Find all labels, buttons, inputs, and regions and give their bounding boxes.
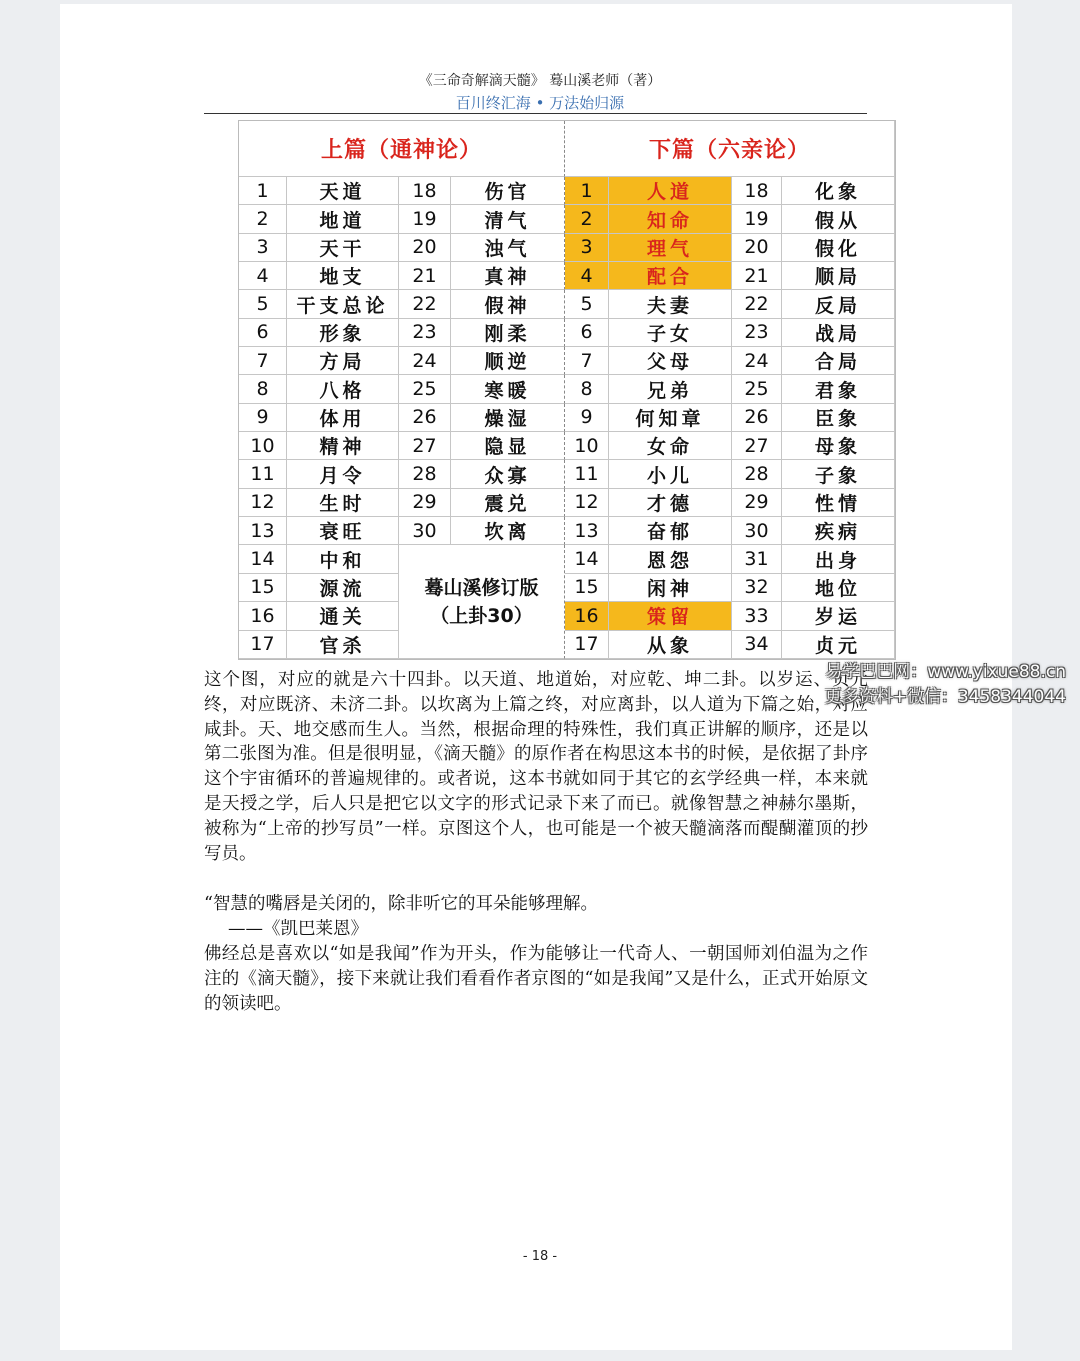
upper-chapter-col2: 燥湿	[451, 404, 565, 432]
lower-chapter-col1: 理气	[609, 234, 732, 262]
upper-number-col1: 10	[239, 432, 287, 460]
upper-chapter-col1: 生时	[287, 489, 399, 517]
lower-number-col2: 28	[732, 460, 782, 488]
quote-source: ——《凯巴莱恩》	[228, 919, 368, 939]
lower-number-col2: 30	[732, 517, 782, 545]
header-divider	[204, 113, 867, 114]
upper-chapter-col2: 真神	[451, 262, 565, 290]
lower-chapter-col2: 贞元	[782, 631, 895, 659]
upper-chapter-col1: 形象	[287, 319, 399, 347]
upper-number-col1: 4	[239, 262, 287, 290]
lower-number-col1: 5	[565, 290, 609, 318]
lower-chapter-col2: 假化	[782, 234, 895, 262]
upper-chapter-col2: 震兑	[451, 489, 565, 517]
upper-chapter-col2: 顺逆	[451, 347, 565, 375]
revision-line-2: （上卦30）	[430, 604, 533, 627]
lower-number-col1: 8	[565, 375, 609, 403]
lower-chapter-col2: 母象	[782, 432, 895, 460]
upper-number-col2: 29	[399, 489, 451, 517]
upper-number-col1: 17	[239, 631, 287, 659]
upper-chapter-col1: 天道	[287, 177, 399, 205]
lower-number-col2: 24	[732, 347, 782, 375]
upper-chapter-col2: 清气	[451, 205, 565, 233]
book-header-subtitle: 百川终汇海 • 万法始归源	[455, 94, 625, 112]
lower-number-col1: 13	[565, 517, 609, 545]
upper-number-col1: 14	[239, 545, 287, 573]
lower-number-col1: 11	[565, 460, 609, 488]
upper-chapter-col1: 通关	[287, 602, 399, 630]
lower-chapter-col2: 子象	[782, 460, 895, 488]
upper-number-col1: 8	[239, 375, 287, 403]
upper-number-col1: 15	[239, 574, 287, 602]
lower-chapter-col1: 何知章	[609, 404, 732, 432]
lower-number-col2: 29	[732, 489, 782, 517]
lower-number-col1: 3	[565, 234, 609, 262]
upper-number-col1: 6	[239, 319, 287, 347]
lower-chapter-col1: 配合	[609, 262, 732, 290]
lower-chapter-col2: 战局	[782, 319, 895, 347]
lower-chapter-col2: 疾病	[782, 517, 895, 545]
lower-chapter-col1: 闲神	[609, 574, 732, 602]
upper-number-col1: 16	[239, 602, 287, 630]
lower-number-col2: 18	[732, 177, 782, 205]
quote-text: “智慧的嘴唇是关闭的，除非听它的耳朵能够理解。	[204, 894, 598, 914]
lower-chapter-col2: 顺局	[782, 262, 895, 290]
lower-number-col2: 22	[732, 290, 782, 318]
watermark-line-2: 更多资料+微信：3458344044	[824, 687, 1066, 707]
body-paragraph-2: 佛经总是喜欢以“如是我闻”作为开头，作为能够让一代奇人、一朝国师刘伯温为之作注的《滴天髓》，接下来就让我们看看作者京图的“如是我闻”又是什么，正式开始原文的领读吧。	[204, 944, 868, 1014]
lower-chapter-col1: 人道	[609, 177, 732, 205]
lower-number-col1: 7	[565, 347, 609, 375]
lower-chapter-col2: 臣象	[782, 404, 895, 432]
lower-number-col2: 34	[732, 631, 782, 659]
lower-number-col1: 2	[565, 205, 609, 233]
upper-number-col1: 12	[239, 489, 287, 517]
contents-grid	[239, 121, 895, 659]
upper-chapter-col1: 地道	[287, 205, 399, 233]
lower-number-col1: 17	[565, 631, 609, 659]
upper-chapter-col1: 月令	[287, 460, 399, 488]
revision-note	[399, 545, 565, 658]
upper-number-col1: 13	[239, 517, 287, 545]
lower-chapter-col1: 小儿	[609, 460, 732, 488]
lower-chapter-col1: 恩怨	[609, 545, 732, 573]
upper-chapter-col1: 体用	[287, 404, 399, 432]
revision-line-1: 蓦山溪修订版	[424, 576, 539, 599]
upper-number-col2: 24	[399, 347, 451, 375]
lower-chapter-col1: 知命	[609, 205, 732, 233]
upper-number-col2: 21	[399, 262, 451, 290]
upper-chapter-col1: 官杀	[287, 631, 399, 659]
upper-chapter-col2: 假神	[451, 290, 565, 318]
upper-chapter-col1: 衰旺	[287, 517, 399, 545]
lower-chapter-col2: 性情	[782, 489, 895, 517]
upper-number-col2: 25	[399, 375, 451, 403]
upper-chapter-col1: 精神	[287, 432, 399, 460]
lower-number-col2: 19	[732, 205, 782, 233]
lower-chapter-col2: 反局	[782, 290, 895, 318]
upper-chapter-col2: 浊气	[451, 234, 565, 262]
upper-number-col1: 7	[239, 347, 287, 375]
lower-number-col1: 1	[565, 177, 609, 205]
book-header-title: 《三命奇解滴天髓》 蓦山溪老师（著）	[418, 73, 662, 89]
upper-number-col1: 9	[239, 404, 287, 432]
lower-number-col2: 33	[732, 602, 782, 630]
lower-number-col2: 32	[732, 574, 782, 602]
lower-number-col1: 12	[565, 489, 609, 517]
upper-number-col2: 19	[399, 205, 451, 233]
lower-number-col1: 6	[565, 319, 609, 347]
lower-number-col2: 31	[732, 545, 782, 573]
watermark-line-1: 易学巴巴网：www.yixue88.cn	[825, 662, 1066, 682]
lower-chapter-col2: 化象	[782, 177, 895, 205]
lower-chapter-col1: 子女	[609, 319, 732, 347]
lower-number-col2: 25	[732, 375, 782, 403]
lower-chapter-col2: 出身	[782, 545, 895, 573]
upper-number-col1: 11	[239, 460, 287, 488]
upper-chapter-col2: 众寡	[451, 460, 565, 488]
upper-chapter-col1: 天干	[287, 234, 399, 262]
lower-chapter-col2: 地位	[782, 574, 895, 602]
lower-number-col2: 20	[732, 234, 782, 262]
lower-chapter-col1: 父母	[609, 347, 732, 375]
lower-number-col1: 9	[565, 404, 609, 432]
lower-chapter-col2: 君象	[782, 375, 895, 403]
upper-number-col2: 27	[399, 432, 451, 460]
upper-chapter-col2: 隐显	[451, 432, 565, 460]
upper-chapter-col1: 地支	[287, 262, 399, 290]
upper-chapter-col1: 干支总论	[287, 290, 399, 318]
upper-chapter-col1: 中和	[287, 545, 399, 573]
upper-number-col1: 2	[239, 205, 287, 233]
lower-number-col1: 15	[565, 574, 609, 602]
lower-chapter-col2: 假从	[782, 205, 895, 233]
upper-number-col2: 30	[399, 517, 451, 545]
upper-section-title: 上篇（通神论）	[239, 121, 565, 177]
lower-number-col1: 10	[565, 432, 609, 460]
upper-number-col2: 23	[399, 319, 451, 347]
lower-number-col1: 14	[565, 545, 609, 573]
lower-chapter-col1: 从象	[609, 631, 732, 659]
lower-section-title: 下篇（六亲论）	[565, 121, 895, 177]
lower-number-col2: 23	[732, 319, 782, 347]
lower-number-col2: 27	[732, 432, 782, 460]
lower-chapter-col2: 岁运	[782, 602, 895, 630]
lower-chapter-col1: 兄弟	[609, 375, 732, 403]
upper-chapter-col1: 源流	[287, 574, 399, 602]
body-paragraph-1: 这个图，对应的就是六十四卦。以天道、地道始，对应乾、坤二卦。以岁运、贞元终，对应既济、未济二卦。以坎离为上篇之终，对应离卦，以人道为下篇之始，对应咸卦。天、地交感而生人。当然，根据命理的特殊性，我们真正讲解的顺序，还是以第二张图为准。但是很明显，《滴天髓》的原作者在构思这本书的时候，是依据了卦序这个宇宙循环的普遍规律的。或者说，这本书就如同于其它的玄学经典一样，本来就是天授之学，后人只是把它以文字的形式记录下来了而已。就像智慧之神赫尔墨斯，被称为“上帝的抄写员”一样。京图这个人，也可能是一个被天髓滴落而醍醐灌顶的抄写员。	[204, 670, 868, 864]
upper-number-col2: 26	[399, 404, 451, 432]
lower-chapter-col1: 夫妻	[609, 290, 732, 318]
lower-number-col2: 26	[732, 404, 782, 432]
lower-number-col2: 21	[732, 262, 782, 290]
lower-number-col1: 4	[565, 262, 609, 290]
lower-chapter-col1: 奋郁	[609, 517, 732, 545]
table-of-contents-figure	[238, 120, 896, 660]
upper-number-col2: 18	[399, 177, 451, 205]
lower-number-col1: 16	[565, 602, 609, 630]
upper-chapter-col1: 八格	[287, 375, 399, 403]
upper-number-col1: 1	[239, 177, 287, 205]
page-number: - 18 -	[522, 1249, 558, 1264]
upper-chapter-col2: 坎离	[451, 517, 565, 545]
upper-number-col2: 28	[399, 460, 451, 488]
upper-chapter-col1: 方局	[287, 347, 399, 375]
upper-number-col1: 5	[239, 290, 287, 318]
lower-chapter-col1: 才德	[609, 489, 732, 517]
upper-chapter-col2: 寒暖	[451, 375, 565, 403]
lower-chapter-col1: 女命	[609, 432, 732, 460]
upper-number-col2: 20	[399, 234, 451, 262]
upper-number-col2: 22	[399, 290, 451, 318]
upper-chapter-col2: 伤官	[451, 177, 565, 205]
upper-number-col1: 3	[239, 234, 287, 262]
lower-chapter-col1: 策留	[609, 602, 732, 630]
upper-chapter-col2: 刚柔	[451, 319, 565, 347]
lower-chapter-col2: 合局	[782, 347, 895, 375]
